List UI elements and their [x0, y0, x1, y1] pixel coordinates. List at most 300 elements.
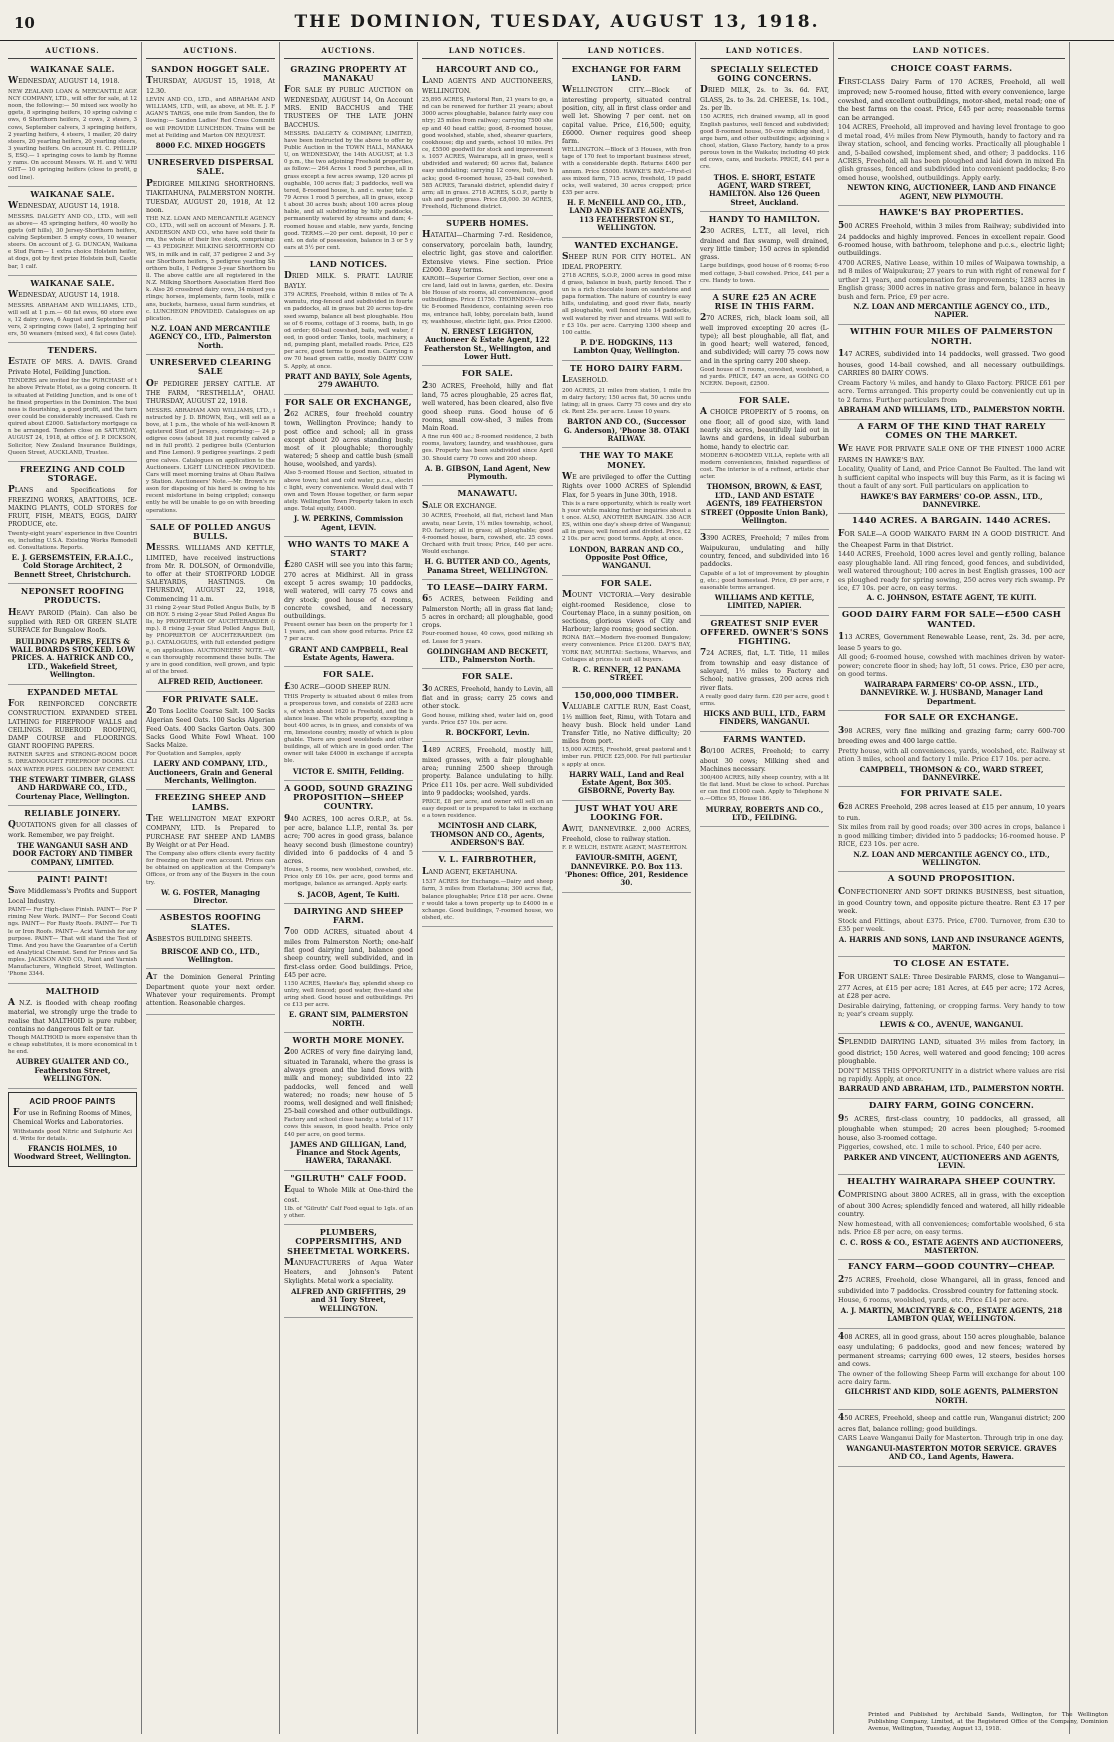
ad-heading: MALTHOID: [45, 985, 100, 996]
masthead: [0, 0, 1114, 41]
ad-body: 230 ACRES, L.T.T., all level, rich drained and flax swamp, well drained, very little timber; 150 acres in splendid grass.: [700, 226, 829, 262]
advertisement: [8, 984, 137, 1089]
ad-heading: WORTH MORE MONEY.: [292, 1035, 405, 1046]
ad-details: WELLINGTON.—Block of 3 Houses, with frontage of 170 feet to important business street, with a considerable depth. Returns £400 per annum. Price £5000. HAWKE'S BAY.—First-class mixed farm, 715 acres, freehold, 19 paddocks, well watered, 30 acres cropped; price £35 per acre.: [562, 147, 691, 196]
ad-heading: ACID PROOF PAINTS: [29, 1096, 116, 1106]
ad-heading: HARCOURT AND CO.,: [436, 64, 539, 74]
ad-body: 450 ACRES, Freehold, sheep and cattle run, Wanganui district; 200 acres flat, balance rolling; good buildings.: [838, 1413, 1065, 1433]
ad-advertiser: S. JACOB, Agent, Te Kuiti.: [297, 889, 400, 899]
page-number: 10: [14, 14, 35, 32]
ad-heading: JUST WHAT YOU ARE LOOKING FOR.: [575, 802, 678, 823]
ad-body: SPLENDID DAIRYING LAND, situated 3½ miles from factory, in good district; 150 Acres, well watered and good fencing; 100 acres ploughable.: [838, 1037, 1065, 1066]
advertisement: [8, 685, 137, 806]
ad-heading: WAIKANAE SALE.: [30, 64, 115, 74]
ad-body: 275 ACRES, Freehold, close Whangarei, all in grass, fenced and subdivided into 7 paddocks. Crossbred country for fattening stock.: [838, 1275, 1065, 1295]
advertisement: [146, 969, 275, 1014]
ad-details: RATNER SAFES and STRONG-ROOM DOORS. DREADNOUGHT FIREPROOF DOORS. CLIMAX WATER PIPES. GOLDEN BAY CEMENT.: [8, 752, 137, 773]
advertisement: [562, 576, 691, 688]
ad-heading: FREEZING SHEEP AND LAMBS.: [154, 792, 267, 812]
advertisement: [284, 904, 413, 1033]
ad-advertiser: R. BOCKFORT, Levin.: [445, 727, 530, 737]
ad-advertiser: ALFRED REID, Auctioneer.: [158, 677, 263, 687]
ad-advertiser: H. G. BUTTER AND CO., Agents, Panama Street, WELLINGTON.: [424, 557, 551, 575]
column-2: [142, 42, 280, 1734]
advertisement: [146, 790, 275, 910]
advertisement: [8, 462, 137, 584]
ad-body: PEDIGREE MILKING SHORTHORNS. TIAKITAHUNA, PALMERSTON NORTH. TUESDAY, AUGUST 20, 1918, At 12 noon.: [146, 178, 275, 214]
ad-advertiser: PARKER AND VINCENT, AUCTIONEERS AND AGENTS, LEVIN.: [843, 1152, 1060, 1171]
ad-details: Factory and school close handy; a total of 117 cows this season, in good health. Price only £40 per acre, on good terms.: [284, 1117, 413, 1138]
advertisement: [700, 393, 829, 530]
ad-body: LEASEHOLD.: [562, 374, 609, 385]
advertisement: [422, 62, 553, 216]
ad-details: THE N.Z. LOAN AND MERCANTILE AGENCY CO., LTD., will sell on account of Messrs. J. R. ANDERSON AND CO., who have sold their farm, the whole of their live stock, comprising:— 43 PEDIGREE MILKING SHORTHORN COWS, in milk and in calf, 37 pedigree 2 and 3-year Shorthorn heifers, 5 pedigree yearling Shorthorn bulls, 1 Pedigree 3-year Shorthorn bull. The above cattle are all registered in the N.Z. Milking Shorthorn Association Herd Book. Also 26 crossbred dairy cows, 34 mixed yearlings; horses, implements, farm tools, milk cans, buckets, harness, usual farm sundries, etc. LUNCHEON PROVIDED. Catalogues on application.: [146, 215, 275, 322]
advertisement: [838, 1175, 1065, 1260]
ad-details: A fine run 400 ac.; 8-roomed residence, 2 bathrooms, lavatory, laundry, and washhouse, garages. Property has been subdivided since April 30. Should carry 70 cows and 200 sheep.: [422, 434, 553, 462]
ad-advertiser: HAWKE'S BAY FARMERS' CO-OP. ASSN., LTD., DANNEVIRKE.: [860, 491, 1043, 509]
ad-heading: PLUMBERS, COPPERSMITHS, AND SHEETMETAL WORKERS.: [287, 1227, 410, 1256]
ad-advertiser: HARRY WALL, Land and Real Estate Agent, Box 305. GISBORNE, Poverty Bay.: [569, 769, 684, 796]
advertisement: [562, 801, 691, 893]
ad-body: Save Middlemass's Profits and Support Local Industry.: [8, 886, 137, 905]
ad-advertiser: LONDON, BARRAN AND CO., Opposite Post Office, WANGANUI.: [569, 544, 684, 571]
advertisement: [700, 732, 829, 828]
ad-details: THIS Property is situated about 6 miles from a prosperous town, and consists of 2283 acres, of which about 1620 is Freehold, and the balance lease. The whole property, excepting about 400 acres, is in grass, and consists of warm, limestone country, mostly of which is ploughable. There are good woolsheds and other buildings, all of which are in good order. The owner will take £4000 in exchange if acceptable.: [284, 694, 413, 765]
ad-heading: A FARM OF THE KIND THAT RARELY COMES ON THE MARKET.: [857, 421, 1046, 442]
ad-details: Cream Factory ¼ miles, and handy to Glaxo Factory. PRICE £61 per acre. Terms arranged. This property could be conveniently cut up into 2 farms. Further particulars from: [838, 378, 1065, 404]
ad-heading: WAIKANAE SALE.: [30, 277, 115, 288]
ad-body: £280 CASH will see you into this farm; 270 acres at Midhirst. All in grass except 5 acres swamp; 10 paddocks, well watered, will carry 75 cows and dry stock; good house of 4 rooms, concrete cowshed, and necessary outbuildings.: [284, 560, 413, 620]
advertisement: [838, 711, 1065, 788]
ad-details: 2718 ACRES, S.O.P., 2000 acres in good mixed grass, balance in bush, partly fenced. The run is a rich chocolate loam on sandstone and papa formation. The nature of country is easy hills, undulating, and good river flats, nearly all ploughable, well fenced into 14 paddocks, well watered by river and streams. Will sell for £3 10s. per acre. Carrying 1300 sheep and 100 cattle.: [562, 272, 691, 336]
ad-advertiser: CAMPBELL, THOMSON & CO., WARD STREET, DANNEVIRKE.: [859, 764, 1044, 783]
advertisement: [562, 62, 691, 238]
ad-details: Six miles from rail by good roads; over 300 acres in crops, balance in good milking timber; divided into 5 paddocks; 16-roomed house. PRICE, £23 10s. per acre.: [838, 823, 1065, 849]
ad-body: WE HAVE FOR PRIVATE SALE ONE OF THE FINEST 1000 ACRE FARMS IN HAWKE'S BAY.: [838, 444, 1065, 464]
ad-advertiser: R. C. RENNER, 12 PANAMA STREET.: [572, 664, 681, 683]
column-heading: LAND NOTICES.: [422, 44, 553, 59]
ad-body: SHEEP RUN FOR CITY HOTEL. AN IDEAL PROPERTY.: [562, 251, 691, 271]
ad-details: Also 5-roomed House and Section, situated in above town; hot and cold water, p.c.s., electric light, every convenience. Would deal with Town and Town House together, or farm separately. Wellington Town Property taken in exchange. Total equity, £4000.: [284, 470, 413, 513]
ad-heading: SANDON HOGGET SALE.: [151, 64, 270, 74]
ad-advertiser: A. B. GIBSON, Land Agent, New Plymouth.: [425, 463, 550, 482]
ad-heading: WITHIN FOUR MILES OF PALMERSTON NORTH.: [849, 326, 1054, 347]
ad-body: FIRST-CLASS Dairy Farm of 170 ACRES, Freehold, all well improved; new 5-roomed house, fitted with every convenience, large cowshed, and excellent outbuildings, motor-shed, metal road; one of the best farms on the coast. Price, £45 per acre; reasonable terms can be arranged.: [838, 76, 1065, 122]
advertisement: [284, 62, 413, 257]
advertisement: [8, 343, 137, 462]
ad-body: 3390 ACRES, Freehold; 7 miles from Waipukurau, undulating and hilly country, fenced, and subdivided into 16 paddocks.: [700, 533, 829, 569]
ad-heading: TO CLOSE AN ESTATE.: [893, 959, 1010, 970]
newspaper-columns: [4, 42, 1110, 1734]
ad-body: 113 ACRES, Government Renewable Lease, rent, 2s. 3d. per acre, lease 5 years to go.: [838, 632, 1065, 653]
ad-body: HEAVY PAROID (Plain). Can also be supplied with RED OR GREEN SLATE SURFACE for Bungalow Roofs.: [8, 607, 137, 635]
ad-heading: CHOICE COAST FARMS.: [890, 64, 1013, 74]
ad-details: 379 ACRES, Freehold, within 8 miles of Te Awamutu, ring-fenced and subdivided in fourteen paddocks, all in grass but 20 acres top-dressed swamp, balance all best ploughable. House of 6 rooms, cottage of 3 rooms, bath, in good order; 60-bail cowshed, bails, well water, feed, in good order. Tanks, tools, machinery, and, pumping plant, metalled roads. Price, £25 per acre, good terms to good men. Carrying now 70 head green cattle, mostly DAIRY COWS. Apply, at once.: [284, 292, 413, 370]
advertisement: [838, 1329, 1065, 1411]
ad-heading: 1440 ACRES. A BARGAIN. 1440 ACRES.: [851, 516, 1052, 527]
ad-advertiser: BUILDING PAPERS, FELTS & WALL BOARDS STOCKED. LOW PRICES. A. HATRICK AND CO., LTD., Wakefield Street, Wellington.: [9, 636, 135, 680]
ad-advertiser: VICTOR E. SMITH, Feilding.: [292, 766, 405, 776]
ad-advertiser: MCINTOSH AND CLARK, THOMSON AND CO., Agents, ANDERSON'S BAY.: [430, 821, 545, 848]
ad-body: ASBESTOS BUILDING SHEETS.: [146, 933, 253, 944]
ad-heading: DAIRY FARM, GOING CONCERN.: [868, 1100, 1035, 1111]
ad-details: 1150 ACRES, Hawke's Bay, splendid sheep country, well fenced; good water, five-stand shearing shed. Good house and outbuildings. Price £13 per acre.: [284, 980, 413, 1009]
ad-heading: FOR SALE OR EXCHANGE,: [285, 396, 412, 407]
ad-heading: GRAZING PROPERTY AT MANAKAU: [290, 64, 407, 84]
ad-heading: FOR PRIVATE SALE.: [162, 693, 259, 704]
advertisement: [562, 688, 691, 801]
ad-advertiser: BARTON AND CO., (Successor G. Anderson), 'Phone 38. OTAKI RAILWAY.: [563, 417, 690, 443]
column-1: [4, 42, 142, 1734]
ad-advertiser: P. D'E. HODGKINS, 113 Lambton Quay, Wellington.: [573, 337, 680, 356]
ad-advertiser: WAIRARAPA FARMERS' CO-OP. ASSN., LTD., DANNEVIRKE. W. J. HUSBAND, Manager Land Department.: [860, 679, 1043, 706]
ad-heading: A GOOD, SOUND GRAZING PROPOSITION—SHEEP COUNTRY.: [284, 783, 413, 812]
advertisement: [700, 616, 829, 732]
ad-details: 15,000 ACRES, Freehold, great pastoral and timber run. PRICE £25,000. For full particulars apply at once.: [562, 747, 691, 768]
ad-body: PLANS and Specifications for FREEZING WORKS, ABATTOIRS, ICE-MAKING PLANTS, COLD STORES for FRUIT, FISH, MEATS, EGGS, DAIRY PRODUCE, etc.: [8, 485, 137, 529]
ad-heading: GREATEST SNIP EVER OFFERED. OWNER'S SONS FIGHTING.: [700, 617, 829, 647]
advertisement: [562, 361, 691, 449]
advertisement: [838, 206, 1065, 325]
ad-advertiser: WILLIAMS AND KETTLE, LIMITED, NAPIER.: [714, 592, 815, 611]
advertisement: [838, 872, 1065, 957]
advertisement: [146, 520, 275, 692]
ad-body: 147 ACRES, subdivided into 14 paddocks, well grassed. Two good houses, good 14-bail cowshed, and all necessary outbuildings. CARRIES 80 DAIRY COWS.: [838, 349, 1065, 378]
ad-advertiser: JAMES AND GILLIGAN, Land, Finance and Stock Agents, HAWERA, TARANAKI.: [290, 1139, 407, 1166]
ad-body: 628 ACRES Freehold, 298 acres leased at £15 per annum, 10 years to run.: [838, 802, 1065, 822]
ad-body: LAND AGENT, EKETAHUNA.: [422, 866, 518, 877]
ad-advertiser: E. GRANT SIM, PALMERSTON NORTH.: [288, 1010, 409, 1028]
advertisement: [838, 787, 1065, 872]
ad-details: Withstands good Nitric and Sulphuric Acid. Write for details.: [13, 1128, 132, 1142]
ad-body: 230 ACRES, Freehold, hilly and flat land, 75 acres ploughable, 25 acres flat, well watered, has been cleared, also five good sheep runs. Good house of 6 rooms, small cow-shed, 3 miles from Main Road.: [422, 380, 553, 432]
ad-details: The owner of the following Sheep Farm will exchange for about 100 acre dairy farm.: [838, 1369, 1065, 1386]
ad-heading: FOR SALE OR EXCHANGE.: [884, 712, 1019, 723]
advertisement: [700, 290, 829, 393]
ad-details: Pretty house, with all conveniences, yards, woolshed, etc. Railway station 3 miles, school and factory 1 mile. Price £17 10s. per acre.: [838, 746, 1065, 764]
ad-body: MOUNT VICTORIA.—Very desirable eight-roomed Residence, close to Courtenay Place, in a sunny position, on sections, glorious views of City and Harbour; large rooms; good section.: [562, 589, 691, 634]
ad-advertiser: WANGANUI-MASTERTON MOTOR SERVICE. GRAVES AND CO., Land Agents, Hawera.: [846, 1443, 1057, 1462]
advertisement: [838, 62, 1065, 206]
ad-advertiser: A. J. MARTIN, MACINTYRE & CO., ESTATE AGENTS, 218 LAMBTON QUAY, WELLINGTON.: [840, 1305, 1063, 1324]
ad-body: 398 ACRES, very fine milking and grazing farm; carry 600-700 breeding ewes and 400 large cattle.: [838, 725, 1065, 746]
ad-body: AWIT, DANNEVIRKE. 2,000 ACRES, Freehold, close to railway station.: [562, 824, 691, 843]
ad-heading: FREEZING AND COLD STORAGE.: [19, 463, 126, 484]
advertisement: [284, 1225, 413, 1318]
ad-heading: EXPANDED METAL: [27, 686, 118, 697]
ad-body: 270 ACRES, rich, black loam soil, all well improved excepting 20 acres (L-type); all best ploughable, all flat, and in good heart; well watered, fenced, and subdivided; will carry 75 cows now and in the spring carry 200 sheep.: [700, 313, 829, 365]
column-heading: AUCTIONS.: [8, 44, 137, 59]
ad-details: PRICE, £8 per acre, and owner will sell on an easy deposit or is prepared to take in exchange a town residence.: [422, 798, 553, 820]
ad-heading: FOR SALE.: [738, 395, 791, 406]
advertisement: [422, 852, 553, 927]
advertisement: [838, 1410, 1065, 1466]
ad-body: CONFECTIONERY AND SOFT DRINKS BUSINESS, best situation, in good Country town, and opposite picture theatre. Rent £3 17 per week.: [838, 887, 1065, 916]
ad-body: 200 ACRES of very fine dairying land, situated in Taranaki, where the grass is always green and the land flows with milk and money; subdivided into 22 paddocks, well fenced and well watered; no roads; new house of 5 rooms, well designed and well finished; 25-bail cowshed and other outbuildings.: [284, 1047, 413, 1116]
ad-body: SALE OR EXCHANGE.: [422, 500, 497, 511]
column-heading: LAND NOTICES.: [838, 44, 1065, 59]
ad-body: £30 ACRE—GOOD SHEEP RUN.: [284, 681, 391, 692]
advertisement: [146, 155, 275, 355]
ad-details: A really good dairy farm. £20 per acre, good terms.: [700, 693, 829, 707]
ad-details: MESSRS. ABRAHAM AND WILLIAMS, LTD., instructed by J. D. BROWN, Esq., will sell as above, at 1 p.m., the whole of his well-known Registered Stud of Jerseys, comprising:— 24 pedigree cows (about 18 just recently calved and in full profit). 2 pedigree bulls (Centurion and Fine Lemon). 9 pedigree yearlings. 2 pedigree calves. Catalogues on application to the Auctioneers. LIGHT LUNCHEON PROVIDED. Cars will meet morning trains at Ohau Railway Station. Auctioneers' Note.—Mr. Brown's reason for disposing of his herd is owing to his recent misfortune in being crippled; consequently he will be unable to go on with breeding operations.: [146, 407, 276, 514]
ad-body: MESSRS. WILLIAMS AND KETTLE, LIMITED, have received instructions from Mr. R. DOLSON, of Ormondville, to offer at their STORTFORD LODGE SALEYARDS, HASTINGS. On THURSDAY, AUGUST 22, 1918, Commencing 11 a.m.: [146, 543, 275, 603]
ad-details: The Company also offers clients every facility for freezing on their own account. Prices can be obtained on application at the Company's Offices, or from any of the Buyers in the country.: [146, 851, 275, 886]
advertisement: [146, 692, 275, 791]
ad-heading: V. L. FAIRBROTHER,: [438, 854, 537, 865]
advertisement: [838, 514, 1065, 607]
column-5: [558, 42, 696, 1734]
ad-advertiser: LAERY AND COMPANY, LTD., Auctioneers, Grain and General Merchants, Wellington.: [148, 759, 273, 786]
ad-advertiser: LEWIS & CO., AVENUE, WANGANUI.: [879, 1019, 1024, 1029]
advertisement: [422, 366, 553, 486]
ad-heading: ASBESTOS ROOFING SLATES.: [159, 912, 262, 932]
ad-body: OF PEDIGREE JERSEY CATTLE. AT THE FARM, "RESTHELLA", OHAU. THURSDAY, AUGUST 22, 1918.: [146, 378, 275, 406]
ad-body: MANUFACTURERS of Aqua Water Heaters, and Johnson's Patent Skylights. Metal work a speciality.: [284, 1257, 413, 1285]
ad-body: A CHOICE PROPERTY of 5 rooms, on one floor, all of good size, with land nearly six acres, beautifully laid out in lawns and gardens, in ideal suburban home, handy to electric car.: [700, 407, 829, 451]
advertisement: [8, 1092, 137, 1167]
ad-advertiser: GRANT AND CAMPBELL, Real Estate Agents, Hawera.: [288, 644, 409, 662]
ad-heading: THE WAY TO MAKE MONEY.: [579, 450, 674, 470]
ad-advertiser: N.Z. LOAN AND MERCANTILE AGENCY CO., LTD., Palmerston North.: [149, 323, 272, 350]
ad-heading: DAIRYING AND SHEEP FARM.: [293, 905, 404, 926]
ad-body: 20 Tons Loclite Coarse Salt. 100 Sacks Algerian Seed Oats. 100 Sacks Algerian Feed Oats. 400 Sacks Garton Oats. 300 Sacks Good White Fowl Wheat. 100 Sacks Maize.: [146, 705, 275, 749]
advertisement: [838, 1099, 1065, 1176]
advertisement: [146, 355, 275, 520]
ad-details: Good house, milking shed, water laid on, good yards. Price £57 10s. per acre.: [422, 712, 553, 726]
ad-details: Piggeries, cowshed, etc. 1 mile to school. Price, £40 per acre.: [838, 1143, 1042, 1152]
ad-details: MESSRS. ABRAHAM AND WILLIAMS, LTD., will sell at 1 p.m.— 60 fat ewes, 60 store ewes, 12 dairy cows, 6 August and September calvers, 2 springing cows (late), 2 springing heifers, 50 weaners (mixed sex), 4 fat cows (late).: [8, 302, 137, 338]
ad-details: 1440 ACRES, Freehold, 1000 acres level and gently rolling, balance easy ploughable land. All ring fenced, good fences, and subdivided, well watered throughout; 100 acres in best English grasses, 100 acres ploughed ready for spring sowing, 250 acres very rich swamp. Price, £7 10s. per acre, on easy terms.: [838, 550, 1065, 592]
ad-heading: WHO WANTS TO MAKE A START?: [287, 539, 410, 559]
ad-body: FOR SALE BY PUBLIC AUCTION on WEDNESDAY, AUGUST 14, On Account MRS. ENID BACCHUS and THE TRUSTEES OF THE LATE JOHN BACCHUS.: [284, 85, 413, 129]
ad-details: This is a rare opportunity, which is really worth your while making further inquiries about at once. ALSO, ANOTHER BARGAIN. 336 ACRES, within one day's sheep drive of Wanganui; all in grass; well fenced and divided. Price, £22 10s. per acre; good terms. Apply, at once.: [562, 500, 691, 543]
advertisement: [284, 257, 413, 394]
ad-heading: TE HORO DAIRY FARM.: [570, 362, 683, 373]
ad-advertiser: A. HARRIS AND SONS, LAND AND INSURANCE AGENTS, MARTON.: [838, 934, 1065, 953]
ad-advertiser: PRATT AND BAYLY, Sole Agents, 279 AWAHUTO.: [284, 371, 413, 390]
ad-heading: A SURE £25 AN ACRE RISE IN THIS FARM.: [712, 291, 817, 312]
ad-details: Stock and Fittings, about £375. Price, £700. Turnover, from £30 to £35 per week.: [838, 916, 1065, 934]
ad-details: 1lb. of "Gilruth" Calf Food equal to 1gls. of any other.: [284, 1205, 413, 1220]
ad-details: For Quotation and Samples, apply: [146, 751, 242, 758]
ad-body: 95 ACRES, first-class country, 10 paddocks, all grassed, all ploughable when stumped; 20 acres been ploughed; 5-roomed house, also 3-roomed cottage.: [838, 1113, 1065, 1142]
ad-body: For use in Refining Rooms of Mines, Chemical Works and Laboratories.: [13, 1107, 132, 1127]
ad-details: Capable of a lot of improvement by ploughing, etc.; good homestead. Price, £9 per acre, reasonable terms arranged.: [700, 570, 829, 591]
ad-heading: A SOUND PROPOSITION.: [887, 874, 1016, 885]
ad-body: THURSDAY, AUGUST 15, 1918, At 12.30.: [146, 76, 275, 95]
ad-heading: HEALTHY WAIRARAPA SHEEP COUNTRY.: [847, 1177, 1056, 1188]
ad-details: 300/400 ACRES, hilly sheep country, with a little flat land. Must be close to school. Purchaser can find £1000 cash. Apply to Telephone No.—Office 95, House 186.: [700, 774, 829, 803]
ad-details: RONA BAY.—Modern five-roomed Bungalow; every convenience. Price £1200. DAY'S BAY, YORK BAY, MURITAI: Sections, Wharves, and Cottages at prices to suit all buyers.: [562, 635, 691, 663]
ad-heading: FOR SALE.: [461, 671, 514, 682]
advertisement: [284, 537, 413, 667]
ad-heading: FOR SALE.: [322, 669, 375, 680]
ad-details: Large buildings, good house of 6 rooms; 6-roomed cottage, 3-bail cowshed. Price, £41 per acre. Handy to town.: [700, 263, 829, 284]
column-7: [834, 42, 1070, 1734]
ad-advertiser: N.Z. LOAN AND MERCANTILE AGENCY CO., LTD., WELLINGTON.: [853, 849, 1050, 868]
ad-details: 30 ACRES, Freehold, all flat, richest land Manawatu, near Levin, 1½ miles township, school, P.O. factory; all in grass; all ploughable; good 4-roomed house, barn, cowshed, etc. 25 cows. Orchard with fruit trees; Price, £40 per acre. Would exchange.: [422, 513, 553, 556]
ad-advertiser: THE STEWART TIMBER, GLASS AND HARDWARE CO., LTD., Courtenay Place, Wellington.: [9, 774, 136, 801]
ad-advertiser: 8000 F.C. MIXED HOGGETS: [155, 140, 266, 150]
column-heading: LAND NOTICES.: [562, 44, 691, 59]
ad-advertiser: C. C. ROSS & CO., ESTATE AGENTS AND AUCTIONEERS, MASTERTON.: [839, 1237, 1064, 1256]
column-heading: AUCTIONS.: [284, 44, 413, 59]
ad-advertiser: H. F. McNEILL AND CO., LTD., LAND AND ESTATE AGENTS, 113 FEATHERSTON ST., WELLINGTON.: [566, 198, 687, 233]
column-4: [418, 42, 558, 1734]
ad-details: All good; 6-roomed house, cowshed with machines driven by water-power; concrete floor in shed; hay loft, 51 cows. Price, £30 per acre, on good terms.: [838, 653, 1065, 679]
ad-body: WEDNESDAY, AUGUST 14, 1918.: [8, 76, 120, 87]
ad-heading: LAND NOTICES.: [309, 259, 388, 270]
ad-heading: NEPONSET ROOFING PRODUCTS.: [20, 586, 125, 606]
ad-details: 150 ACRES, rich drained swamp, all in good English pastures, well fenced and subdivided; good 8-roomed house, 50-cow milking shed, large barn, and other outbuildings; adjoining school, station, Glaxo Factory, handy to a prosperous town in the Waikato; including 40 picked cows, cans, and buckets. PRICE, £41 per acre.: [700, 114, 829, 171]
advertisement: [422, 742, 553, 852]
ad-details: House, 6 rooms, woolshed, yards, etc. Price £14 per acre.: [838, 1296, 1029, 1305]
ad-advertiser: GOLDINGHAM AND BECKETT, LTD., Palmerston North.: [426, 646, 549, 665]
ad-heading: UNRESERVED CLEARING SALE: [149, 357, 272, 377]
ad-details: MESSRS. DALGETY & COMPANY, LIMITED, have been instructed by the above to offer by Public Auction in the TOWN HALL, MANAKAU, on WEDNESDAY, the 14th AUGUST, at 1.30 p.m., the two adjoining Freehold properties, as follow:— 264 Acres 1 rood 5 perches, all in grass except a few acres swamp, 120 acres ploughable, 100 acres flat; 3 paddocks, well watered, 8-roomed house, h. and c. water, tele. 279 Acres 1 rood 5 perches, all in grass, except about 30 acres bush; about 100 acres ploughable, and all subdividing by hilly paddocks, permanently watered by streams and dam; 4-roomed house and stable, new yards, fencing good. TERMS.—20 per cent. deposit, 10 per cent. on date of possession, balance in 3 or 5 years at 5½ per cent.: [284, 130, 413, 251]
ad-body: A N.Z. is flooded with cheap roofing material, we strongly urge the trade to realise that MALTHOID is pure rubber, contains no dangerous felt or tar.: [8, 997, 137, 1033]
advertisement: [146, 910, 275, 969]
column-6: [696, 42, 834, 1734]
ad-body: 700 ODD ACRES, situated about 4 miles from Palmerston North; one-half flat good dairying land, balance good sheep country, well subdivided, and in first-class order. Good buildings. Price, £45 per acre.: [284, 927, 413, 979]
ad-advertiser: NEWTON KING, AUCTIONEER, LAND AND FINANCE AGENT, NEW PLYMOUTH.: [847, 183, 1056, 201]
ad-heading: TENDERS.: [47, 345, 98, 356]
ad-body: 30 ACRES, Freehold, handy to Levin, all flat and in grass; carry 25 cows and other stock.: [422, 683, 553, 711]
ad-body: 408 ACRES, all in good grass, about 150 acres ploughable, balance easy undulating; 6 paddocks, good and new fences; watered by permanent streams; carrying 600 ewes, 12 steers, besides horses and cows.: [838, 1331, 1065, 1369]
ad-advertiser: AUBREY GUALTER AND CO., Featherston Street, WELLINGTON.: [16, 1057, 129, 1084]
advertisement: [146, 62, 275, 155]
imprint: Printed and Published by Archibald Sands, Wellington, for The Wellington Publishing Company, Limited, at the Registered Office of the Company, Dominion Avenue, Wellington, Tuesday, August 13, 1918.: [868, 1712, 1108, 1732]
ad-heading: WANTED EXCHANGE.: [574, 239, 679, 250]
ad-body: COMPRISING about 3800 ACRES, all in grass, with the exception of about 300 Acres; splendidly fenced and watered, all hilly rideable country.: [838, 1190, 1065, 1219]
ad-details: TENDERS are invited for the PURCHASE of the above Private Hotel, as a going concern. It is situated at Feilding Junction, and is one of the finest properties in the Dominion. The business is flourishing, a good profit, and the turnover could be considerably increased. Cash required about £2000. Satisfactory mortgage can be arranged. Tenders close on SATURDAY, AUGUST 24, 1918, at office of J. P. DICKSON, Solicitor, New Zealand Insurance Buildings, Queen Street, AUCKLAND, Trustee.: [8, 378, 137, 456]
advertisement: [8, 584, 137, 684]
advertisement: [8, 806, 137, 872]
ad-details: PAINT— For High-class Finish. PAINT— For Priming New Work. PAINT— For Second Coatings. PAINT— For Rusty Roofs. PAINT— For Tile or Iron Roofs. PAINT— Acid Varnish for any purpose. PAINT— That will stand the Test of Time. And you have the Guarantee of a Certified Analytical Chemist. Send for Prices and Samples. JACKSON AND CO., Paint and Varnish Manufacturers, Wingfield Street, Wellington. 'Phone 3344.: [8, 907, 137, 978]
ad-heading: WAIKANAE SALE.: [30, 188, 115, 199]
ad-body: Equal to Whole Milk at One-third the cost.: [284, 1185, 413, 1204]
ad-body: DRIED MILK, 2s. to 3s. 6d. FAT, GLASS, 2s. to 3s. 2d. CHEESE, 1s. 10d., 2s. per lb.: [700, 85, 829, 113]
advertisement: [838, 957, 1065, 1034]
ad-advertiser: THOMSON, BROWN, & EAST, LTD., LAND AND ESTATE AGENTS, 189 FEATHERSTON STREET (Opposite Union Bank), Wellington.: [700, 482, 829, 525]
column-heading: AUCTIONS.: [146, 44, 275, 59]
ad-heading: FOR SALE.: [461, 368, 514, 379]
ad-details: MODERN 6-ROOMED VILLA, replete with all modern conveniences, finished regardless of cost. The interior is of a refined, artistic character.: [700, 452, 829, 481]
ad-heading: HANDY TO HAMILTON.: [708, 214, 821, 225]
ad-body: 80/100 ACRES, Freehold; to carry about 30 cows; Milking shed and Machines necessary.: [700, 745, 829, 773]
ad-advertiser: N.Z. LOAN AND MERCANTILE AGENCY CO., LTD., NAPIER.: [853, 302, 1050, 320]
advertisement: [838, 1260, 1065, 1328]
ad-advertiser: FAVIOUR-SMITH, AGENT, DANNEVIRKE. P.O. Box 113. 'Phones: Office, 201, Residence 30.: [564, 853, 689, 888]
ad-heading: PAINT! PAINT!: [36, 874, 108, 885]
ad-advertiser: THE WANGANUI SASH AND DOOR FACTORY AND TIMBER COMPANY, LIMITED.: [12, 840, 133, 867]
newspaper-title: THE DOMINION, TUESDAY, AUGUST 13, 1918.: [294, 12, 820, 32]
advertisement: [562, 238, 691, 361]
advertisement: [8, 276, 137, 344]
ad-advertiser: BARRAUD AND ABRAHAM, LTD., PALMERSTON NORTH.: [839, 1084, 1064, 1094]
ad-advertiser: GILCHRIST AND KIDD, SOLE AGENTS, PALMERSTON NORTH.: [844, 1387, 1059, 1405]
advertisement: [700, 62, 829, 212]
ad-heading: 150,000,000 TIMBER.: [574, 689, 679, 700]
ad-details: House, 5 rooms, new woolshed, cowshed, etc. Price only £6 10s. per acre, good terms and mortgage, balance as arranged. Apply early.: [284, 867, 413, 888]
ad-advertiser: BRISCOE AND CO., LTD., Wellington.: [161, 946, 260, 964]
advertisement: [284, 1171, 413, 1225]
column-heading: LAND NOTICES.: [700, 44, 829, 59]
ad-details: Locality, Quality of Land, and Price Cannot Be Faulted. The land with sufficient capital who inspects will buy this Farm, as it is facing without a fault of any sort. Full particulars on application to: [838, 465, 1065, 491]
ad-details: MESSRS. DALGETY AND CO., LTD., will sell as above— 45 springing heifers, 40 woolly hoggets (off hills), 30 Jersey-Shorthorn heifers, calving September. 5 empty cows, 10 weaner steers. On account of J. G. DUNCAN, Waikanae Stud Farm— 1 extra choice Holstein heifer, at dogs, got by first prize Holstein bull, Castlebar, 1 calf.: [8, 213, 137, 270]
ad-body: WELLINGTON CITY.—Block of interesting property, situated central position, city, all in first class order and well let. Showing 7 per cent. net on capital value. Price, £16,500; equity, £6000. Owner requires good sheep farm.: [562, 85, 691, 145]
ad-heading: HAWKE'S BAY PROPERTIES.: [879, 208, 1024, 219]
ad-details: 104 ACRES, Freehold, all improved and having level frontage to good metal road, 4½ miles from New Plymouth, handy to factory and railway station, school, and fencing works. Practically all ploughable land, 5-bailed cowshed, implement shed, and other; 3 paddocks. 116 ACRES, Freehold, all has been ploughed and laid down in mixed English grasses, fenced and subdivided into convenient paddocks; 8-roomed house, woolshed, outbuildings. Apply early.: [838, 123, 1065, 182]
ad-advertiser: ABRAHAM AND WILLIAMS, LTD., PALMERSTON NORTH.: [838, 405, 1065, 415]
advertisement: [284, 781, 413, 904]
advertisement: [422, 669, 553, 742]
advertisement: [284, 395, 413, 538]
advertisement: [700, 212, 829, 290]
ad-heading: GOOD DAIRY FARM FOR SALE—£500 CASH WANTED.: [841, 609, 1062, 630]
advertisement: [284, 1033, 413, 1171]
ad-advertiser: MURRAY, ROBERTS AND CO., LTD., FEILDING.: [705, 804, 824, 822]
ad-body: FOR URGENT SALE: Three Desirable FARMS, close to Wanganui—277 Acres, at £15 per acre; 181 Acres, at £45 per acre; 172 Acres, at £28 per acre.: [838, 972, 1065, 1001]
ad-body: HATAITAI—Charming 7-rd. Residence, conservatory, porcelain bath, laundry, electric light, gas stove and calorifier. Extensive views. Fine section. Price £2000. Easy terms.: [422, 230, 553, 274]
advertisement: [8, 187, 137, 276]
ad-body: LAND AGENTS AND AUCTIONEERS, WELLINGTON.: [422, 76, 553, 95]
ad-body: VALUABLE CATTLE RUN, East Coast, 1½ million feet, Rimu, with Totara and heavy bush. Block held under Land Transfer Title, no Native difficulty; 20 miles from port.: [562, 701, 691, 746]
ad-body: THE WELLINGTON MEAT EXPORT COMPANY, LTD. Is Prepared to PURCHASE FAT SHEEP AND LAMBS By Weight or at Per Head.: [146, 813, 275, 849]
ad-body: 500 ACRES Freehold, within 3 miles from Railway; subdivided into 24 paddocks and highly improved. Fences in excellent repair. Good 6-roomed house, with bathroom, telephone and p.c.s., electric light; outbuildings.: [838, 220, 1065, 258]
ad-details: LEVIN AND CO., LTD., and ABRAHAM AND WILLIAMS, LTD., will, as above, at Mt. E. J. FAGAN'S TARGS, one mile from Sandon, the following:— Sandon Ladies' Red Cross Committee will PROVIDE LUNCHEON. Trains will be met at Feilding and Marton ON REQUEST.: [146, 97, 275, 139]
ad-advertiser: E. J. GERSEMSTEIN, F.R.A.I.C., Cold Storage Architect, 2 Bennett Street, Christchurch.: [11, 553, 134, 579]
ad-advertiser: W. G. FOSTER, Managing Director.: [160, 887, 261, 906]
advertisement: [838, 420, 1065, 515]
ad-body: WEDNESDAY, AUGUST 14, 1918.: [8, 289, 120, 300]
advertisement: [8, 62, 137, 187]
advertisement: [422, 486, 553, 580]
ad-body: 1489 ACRES, Freehold, mostly hill, mixed grasses, with a fair ploughable area; running 2500 sheep through property. Balance undulating to hilly. Price £11 10s. per acre. Well subdivided into 9 paddocks; woolshed, yards.: [422, 745, 553, 797]
ad-details: Four-roomed house, 40 cows, good milking shed. Lease for 5 years.: [422, 631, 553, 645]
ad-details: Twenty-eight years' experience in five Countries, including U.S.A. Existing Works Remodelled. Consultations. Reports.: [8, 530, 137, 551]
ad-details: NEW ZEALAND LOAN & MERCANTILE AGENCY COMPANY, LTD., will offer for sale, at 12 noon, the following:— 50 mixed sex woolly hoggets, 8 springing heifers, 10 spring calving cows, 6 Shorthorn heifers, 2 cows, 2 steers, 3 cows, September calvers, 3 springing heifers, 2 yearling heifers, 4 steers, 1 mailer, 20 dairy steers, 20 yearling heifers, 20 yearling steers, 3 yearling heifers. On account H. C. PHILLIPS, ESQ.— 1 springing cows to lamb by Romney rams. On account Messrs. W. H. and V. WRIGHT— 10 springing heifers (close to profit, good line).: [8, 88, 137, 181]
ad-details: Desirable dairying, fattening, or cropping farms. Very handy to town; year's cream supply.: [838, 1001, 1065, 1019]
ad-body: WE are privileged to offer the Cutting Rights over 1000 ACRES of Splendid Flax, for 5 years in June 30th, 1918.: [562, 471, 691, 499]
ad-body: DRIED MILK. S. PRATT. LAURIE BAYLY.: [284, 271, 413, 291]
advertisement: [700, 530, 829, 615]
ad-heading: RELIABLE JOINERY.: [24, 807, 121, 818]
advertisement: [838, 1034, 1065, 1099]
ad-details: 31 rising 2-year Stud Polled Angus Bulls, by BOB ROY. 5 rising 2-year Stud Polled Angus Bulls, by PROPRIETOR OF AUCHTERARDER (imp.). 8 rising 2-year Stud Polled Angus Bull, by PROPRIETOR OF AUCHTERARDER (imp.). CATALOGUES, with full extended pedigree, on application. AUCTIONEERS' NOTE.—We can thoroughly recommend these bulls. They are in good condition, well grown, and typical of the breed.: [146, 604, 275, 676]
ad-details: Present owner has been on the property for 11 years, and can show good returns. Price £27 per acre.: [284, 622, 413, 643]
ad-heading: SALE OF POLLED ANGUS BULLS.: [149, 521, 272, 541]
ad-details: Good house of 5 rooms, cowshed, woolshed, and yards. PRICE, £47 an acre, as GOING CONCERN. Deposit, £2500.: [700, 366, 829, 388]
ad-details: CARS Leave Wanganui Daily for Masterton. Through trip in one day.: [838, 1434, 1064, 1443]
ad-heading: FOR PRIVATE SALE.: [900, 789, 1003, 800]
ad-heading: FANCY FARM—GOOD COUNTRY—CHEAP.: [847, 1262, 1056, 1273]
ad-details: 1537 ACRES for Exchange.—Dairy and sheep farm, 3 miles from Eketahuna; 300 acres flat, balance ploughable; Price £18 per acre. Owner would take a town property up to £4000 in exchange. Good buildings, 7-roomed house, woolshed, etc.: [422, 879, 553, 922]
ad-details: DON'T MISS THIS OPPORTUNITY in a district where values are rising rapidly. Apply, at once.: [838, 1066, 1065, 1084]
ad-body: 940 ACRES, 100 acres O.R.P., at 5s. per acre, balance L.I.P., rental 3s. per acre; 700 acres in good grass, balance heavy second bush (limestone country) divided into 6 paddocks of 4 and 5 acres.: [284, 813, 413, 865]
advertisement: [562, 448, 691, 575]
ad-heading: EXCHANGE FOR FARM LAND.: [571, 64, 682, 84]
ad-body: AT the Dominion General Printing Department quote your next order. Whatever your requirements. Prompt attention. Reasonable charges.: [146, 972, 275, 1008]
ad-advertiser: A. C. JOHNSON, ESTATE AGENT, TE KUITI.: [866, 593, 1037, 603]
ad-details: 25,895 ACRES, Pastoral Run, 21 years to go, and can be renewed for further 21 years; about 3000 acres ploughable, balance fairly easy country; 25 miles from railway; carrying 7500 sheep and 40 head cattle; good, 8-roomed house, good woolshed, stable, shed, shearer quarters, cookhouse; dip and yards, school 10 miles. Price, £5500 goodwill for stock and improvements. 1057 ACRES, Wairarapa, all in grass, well subdivided and watered; 60 acres flat, balance easy undulating; carrying 12 cows, bull, two hacks; good 6-roomed house, 25-bail cowshed. 585 ACRES, Taranaki district, splendid dairy farm; all in grass. 2718 ACRES, S.O.P., partly bush and partly grass. Price £8,000. 30 ACRES, Freehold, Richmond district.: [422, 97, 553, 211]
ad-heading: FARMS WANTED.: [723, 733, 806, 744]
ad-heading: MANAWATU.: [457, 488, 518, 499]
advertisement: [838, 325, 1065, 420]
advertisement: [838, 608, 1065, 711]
advertisement: [422, 216, 553, 366]
